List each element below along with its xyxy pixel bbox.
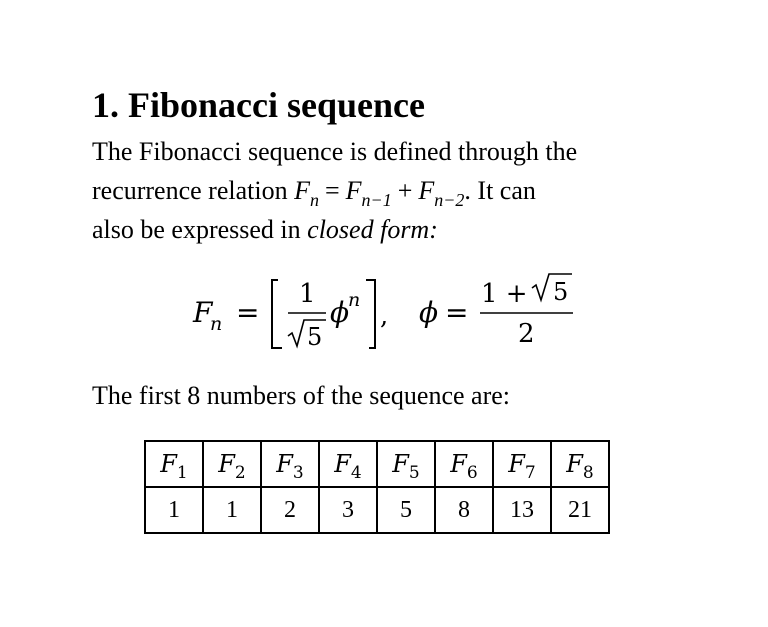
table-value-cell: 1 xyxy=(145,487,203,533)
recurrence-sub-n-minus-1: n−1 xyxy=(361,190,392,210)
header-subscript: 5 xyxy=(408,463,420,483)
formula-equals-2: = xyxy=(445,296,469,329)
table-header-row xyxy=(145,441,609,487)
formula-phi-2: ϕ xyxy=(419,296,439,329)
header-subscript: 8 xyxy=(582,463,594,483)
fibonacci-table xyxy=(144,440,610,534)
right-ceil-bracket xyxy=(366,280,375,348)
formula-svg xyxy=(0,268,768,358)
table-value-cell: 2 xyxy=(261,487,319,533)
header-subscript: 7 xyxy=(524,463,536,483)
header-F-symbol: F xyxy=(392,450,409,478)
recurrence-equals: = xyxy=(324,176,340,205)
table-header-cell xyxy=(261,441,319,487)
table-value-cell: 13 xyxy=(493,487,551,533)
header-subscript: 2 xyxy=(234,463,246,483)
recurrence-F-symbol-3: F xyxy=(418,176,435,205)
intro-line-2-suffix: . It can xyxy=(464,176,536,205)
table-value-cell: 1 xyxy=(203,487,261,533)
table-intro-paragraph: The first 8 numbers of the sequence are: xyxy=(92,381,511,410)
formula-F-subscript: n xyxy=(210,313,223,335)
header-F-symbol: F xyxy=(450,450,467,478)
header-subscript: 6 xyxy=(466,463,478,483)
formula-phi: ϕ xyxy=(330,296,350,329)
section-heading: 1. Fibonacci sequence xyxy=(92,85,425,125)
recurrence-F-n-2 xyxy=(418,176,465,210)
table-header-cell xyxy=(319,441,377,487)
formula-power-n: n xyxy=(348,289,361,311)
header-F-symbol: F xyxy=(508,450,525,478)
intro-line-2 xyxy=(92,171,692,210)
fraction1-numerator: 1 xyxy=(299,279,316,309)
table-value-cell: 5 xyxy=(377,487,435,533)
header-F-symbol: F xyxy=(276,450,293,478)
table-header-cell xyxy=(435,441,493,487)
fraction2-denominator: 2 xyxy=(518,319,535,349)
table-header-cell xyxy=(145,441,203,487)
left-floor-bracket xyxy=(272,280,282,348)
table-value-cell: 21 xyxy=(551,487,609,533)
header-subscript: 3 xyxy=(292,463,304,483)
formula-F: F xyxy=(193,296,213,329)
table-value-cell: 3 xyxy=(319,487,377,533)
formula-comma: , xyxy=(380,301,389,331)
table-value-cell: 8 xyxy=(435,487,493,533)
intro-line-3 xyxy=(92,210,692,249)
header-subscript: 4 xyxy=(350,463,362,483)
intro-line-1: The Fibonacci sequence is defined through the xyxy=(92,137,578,166)
table-header-cell xyxy=(377,441,435,487)
recurrence-F-n xyxy=(294,176,319,210)
table-header-cell xyxy=(203,441,261,487)
header-F-symbol: F xyxy=(566,450,583,478)
fraction2-radicand: 5 xyxy=(553,278,569,306)
header-F-symbol: F xyxy=(160,450,177,478)
header-F-symbol: F xyxy=(334,450,351,478)
closed-form-formula xyxy=(0,268,768,358)
header-subscript: 1 xyxy=(176,463,188,483)
recurrence-sub-n-minus-2: n−2 xyxy=(434,190,465,210)
recurrence-F-n-1 xyxy=(345,176,392,210)
recurrence-sub-n: n xyxy=(309,190,319,210)
recurrence-F-symbol-1: F xyxy=(294,176,310,205)
closed-form-emphasis: closed form: xyxy=(307,215,438,244)
header-F-symbol: F xyxy=(218,450,235,478)
fraction1-denominator: 5 xyxy=(307,323,323,351)
recurrence-F-symbol-2: F xyxy=(345,176,362,205)
intro-line-2-prefix: recurrence relation xyxy=(92,176,295,205)
intro-paragraph xyxy=(92,132,692,249)
table-row xyxy=(145,487,609,533)
formula-equals: = xyxy=(236,296,260,329)
fraction2-numerator: 1 + xyxy=(481,279,528,309)
intro-line-3-prefix: also be expressed in xyxy=(92,215,308,244)
table-header-cell xyxy=(551,441,609,487)
recurrence-plus: + xyxy=(397,176,413,205)
table-header-cell xyxy=(493,441,551,487)
